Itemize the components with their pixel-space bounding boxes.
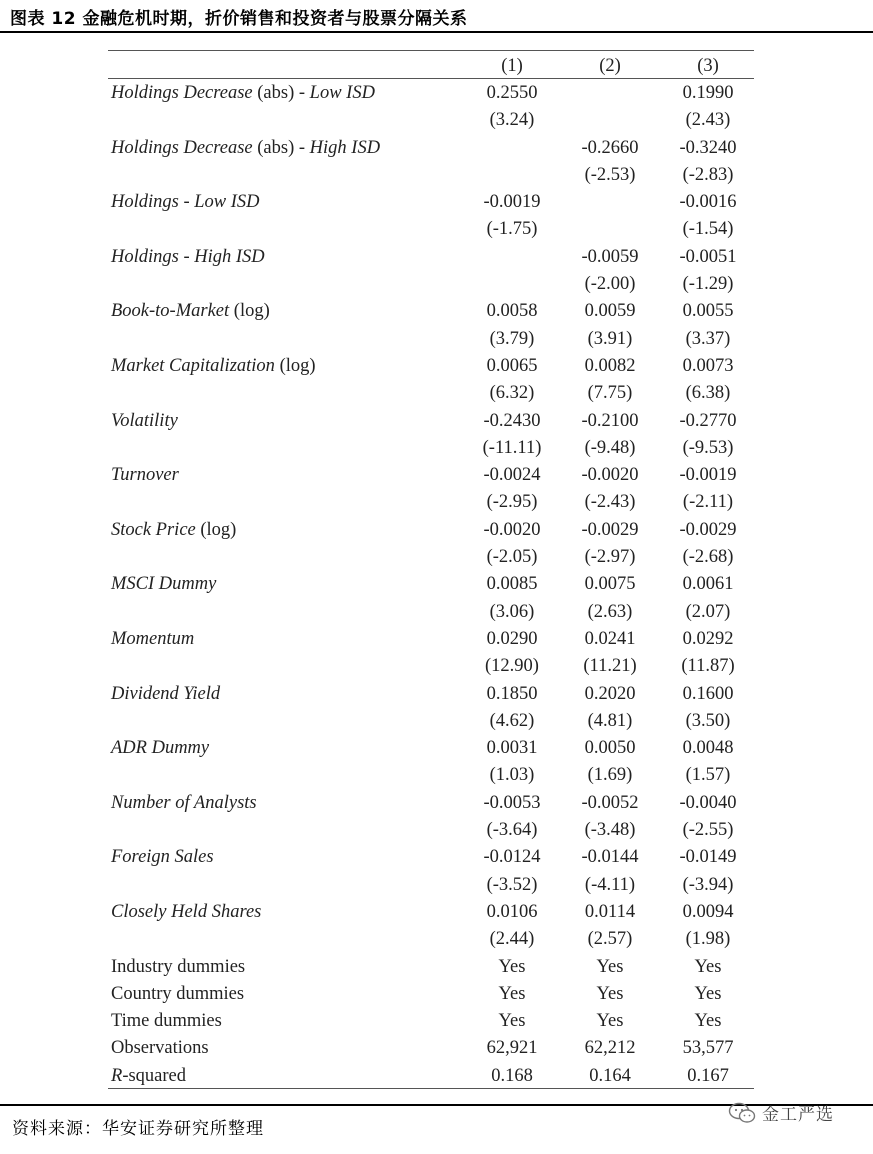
coefficient-value: -0.0144 bbox=[581, 847, 639, 868]
control-label bbox=[108, 1008, 463, 1035]
coefficient-value: 0.0050 bbox=[584, 738, 636, 759]
t-stat-row bbox=[108, 872, 757, 899]
t-stat-value: (-2.00) bbox=[584, 274, 636, 295]
coefficient-value: -0.0124 bbox=[483, 847, 541, 868]
variable-label bbox=[108, 517, 463, 544]
column-header-3: (3) bbox=[697, 56, 719, 76]
t-stat-row bbox=[108, 380, 757, 407]
coefficient-row bbox=[108, 571, 757, 598]
t-stat-value: (2.63) bbox=[587, 601, 633, 622]
label-spacer bbox=[108, 708, 463, 735]
coefficient-value: 0.0290 bbox=[486, 628, 538, 649]
control-label bbox=[108, 954, 463, 981]
coefficient-value: 0.0073 bbox=[682, 355, 734, 376]
t-stat-value: (-2.11) bbox=[682, 492, 734, 513]
t-stat-row bbox=[108, 762, 757, 789]
control-value: Yes bbox=[498, 1011, 526, 1032]
coefficient-value: 0.0085 bbox=[486, 574, 538, 595]
coefficient-value bbox=[463, 135, 561, 162]
t-stat-value: (12.90) bbox=[485, 656, 539, 677]
coefficient-value: -0.2660 bbox=[581, 137, 639, 158]
coefficient-value: -0.0051 bbox=[679, 246, 737, 267]
source-note: 资料来源：华安证券研究所整理 bbox=[12, 1119, 264, 1139]
column-header-row bbox=[108, 53, 757, 80]
variable-label bbox=[108, 353, 463, 380]
label-spacer bbox=[108, 544, 463, 571]
coefficient-value: -0.2770 bbox=[679, 410, 737, 431]
label-spacer bbox=[108, 489, 463, 516]
t-stat-row bbox=[108, 926, 757, 953]
t-stat-value: (-9.53) bbox=[682, 437, 734, 458]
row-label-part: Holdings Decrease bbox=[111, 137, 253, 158]
label-spacer bbox=[108, 762, 463, 789]
t-stat-value: (-2.83) bbox=[682, 164, 734, 185]
coefficient-row bbox=[108, 899, 757, 926]
row-label-part: - bbox=[178, 192, 195, 213]
row-label-part: (log) bbox=[229, 301, 270, 322]
t-stat-value: (-3.52) bbox=[486, 874, 538, 895]
t-stat-value: (4.62) bbox=[489, 710, 535, 731]
t-stat-value: (2.07) bbox=[685, 601, 731, 622]
control-row bbox=[108, 1035, 757, 1062]
label-spacer bbox=[108, 380, 463, 407]
variable-label bbox=[108, 189, 463, 216]
table-bottom-rule bbox=[108, 1088, 754, 1089]
coefficient-row bbox=[108, 353, 757, 380]
row-label-part: Closely Held Shares bbox=[111, 901, 262, 922]
coefficient-value: -0.0059 bbox=[581, 246, 639, 267]
t-stat-value: (-2.43) bbox=[584, 492, 636, 513]
control-value: Yes bbox=[694, 983, 722, 1004]
coefficient-value: 0.0061 bbox=[682, 574, 734, 595]
variable-label bbox=[108, 790, 463, 817]
row-label-part: Holdings bbox=[111, 192, 179, 213]
coefficient-row bbox=[108, 244, 757, 271]
label-spacer bbox=[108, 107, 463, 134]
figure-title: 图表 12 金融危机时期，折价销售和投资者与股票分隔关系 bbox=[10, 9, 468, 29]
control-value: Yes bbox=[596, 956, 624, 977]
wechat-icon bbox=[728, 1102, 756, 1124]
t-stat-row bbox=[108, 544, 757, 571]
control-value: 53,577 bbox=[682, 1038, 734, 1059]
coefficient-value: 0.0065 bbox=[486, 355, 538, 376]
t-stat-value: (1.98) bbox=[685, 929, 731, 950]
variable-label bbox=[108, 462, 463, 489]
variable-label bbox=[108, 735, 463, 762]
row-label-part: Holdings Decrease bbox=[111, 83, 253, 103]
row-label-part: Low ISD bbox=[309, 83, 375, 103]
label-spacer bbox=[108, 435, 463, 462]
t-stat-value: (1.03) bbox=[489, 765, 535, 786]
t-stat-value: (-3.48) bbox=[584, 820, 636, 841]
label-spacer bbox=[108, 216, 463, 243]
control-value: 62,921 bbox=[486, 1038, 538, 1059]
t-stat-value: (-1.54) bbox=[682, 219, 734, 240]
coefficient-row bbox=[108, 844, 757, 871]
coefficient-value: -0.0016 bbox=[679, 192, 737, 213]
t-stat-value: (-2.97) bbox=[584, 547, 636, 568]
coefficient-value: -0.0020 bbox=[483, 519, 541, 540]
coefficient-value: 0.0031 bbox=[486, 738, 538, 759]
header-blank bbox=[108, 53, 463, 80]
t-stat-value: (6.38) bbox=[685, 383, 731, 404]
row-label-part: (abs) - bbox=[252, 137, 310, 158]
row-label-part: Industry dummies bbox=[111, 956, 246, 977]
coefficient-value: -0.0053 bbox=[483, 792, 541, 813]
t-stat-value: (-3.64) bbox=[486, 820, 538, 841]
row-label-part: Holdings bbox=[111, 246, 179, 267]
row-label-part: Volatility bbox=[111, 410, 178, 431]
coefficient-value: 0.2020 bbox=[584, 683, 636, 704]
label-spacer bbox=[108, 162, 463, 189]
row-label-part: High ISD bbox=[309, 137, 381, 158]
t-stat-value: (6.32) bbox=[489, 383, 535, 404]
row-label-part: Momentum bbox=[111, 628, 195, 649]
row-label-part: -squared bbox=[122, 1065, 187, 1086]
t-stat-value: (4.81) bbox=[587, 710, 633, 731]
control-row bbox=[108, 1008, 757, 1035]
regression-grid bbox=[108, 53, 757, 1090]
variable-label bbox=[108, 899, 463, 926]
coefficient-value: -0.0029 bbox=[581, 519, 639, 540]
row-label-part: (abs) - bbox=[252, 83, 310, 103]
row-label-part: Low ISD bbox=[194, 192, 260, 213]
coefficient-value bbox=[463, 244, 561, 271]
t-stat-value: (3.79) bbox=[489, 328, 535, 349]
t-stat-row bbox=[108, 326, 757, 353]
t-stat-value: (-4.11) bbox=[584, 874, 636, 895]
label-spacer bbox=[108, 599, 463, 626]
coefficient-value: 0.0292 bbox=[682, 628, 734, 649]
t-stat-row bbox=[108, 489, 757, 516]
variable-label bbox=[108, 298, 463, 325]
coefficient-value: 0.1990 bbox=[682, 83, 734, 103]
coefficient-value: 0.0082 bbox=[584, 355, 636, 376]
t-stat-row bbox=[108, 107, 757, 134]
t-stat-row bbox=[108, 216, 757, 243]
t-stat-row bbox=[108, 708, 757, 735]
t-stat-value: (-2.68) bbox=[682, 547, 734, 568]
coefficient-row bbox=[108, 517, 757, 544]
coefficient-row bbox=[108, 681, 757, 708]
coefficient-value: -0.0029 bbox=[679, 519, 737, 540]
row-label-part: Foreign Sales bbox=[111, 847, 214, 868]
row-label-part: Dividend Yield bbox=[111, 683, 221, 704]
coefficient-value: 0.0058 bbox=[486, 301, 538, 322]
control-value: Yes bbox=[498, 956, 526, 977]
t-stat-row bbox=[108, 653, 757, 680]
t-stat-value: (3.24) bbox=[489, 110, 535, 131]
row-label-part: Stock Price bbox=[111, 519, 196, 540]
control-value: Yes bbox=[694, 1011, 722, 1032]
control-row bbox=[108, 981, 757, 1008]
label-spacer bbox=[108, 653, 463, 680]
coefficient-row bbox=[108, 462, 757, 489]
coefficient-value: -0.3240 bbox=[679, 137, 737, 158]
label-spacer bbox=[108, 872, 463, 899]
variable-label bbox=[108, 626, 463, 653]
coefficient-value: 0.0048 bbox=[682, 738, 734, 759]
t-stat-value: (1.57) bbox=[685, 765, 731, 786]
t-stat-value bbox=[463, 162, 561, 189]
coefficient-row bbox=[108, 80, 757, 107]
control-value: Yes bbox=[498, 983, 526, 1004]
variable-label bbox=[108, 135, 463, 162]
coefficient-row bbox=[108, 408, 757, 435]
title-rule bbox=[0, 31, 873, 33]
coefficient-value: -0.0052 bbox=[581, 792, 639, 813]
coefficient-value: 0.0114 bbox=[584, 901, 636, 922]
row-label-part: Market Capitalization bbox=[111, 355, 275, 376]
coefficient-value: 0.0075 bbox=[584, 574, 636, 595]
t-stat-value: (-11.11) bbox=[482, 437, 542, 458]
row-label-part: Country dummies bbox=[111, 983, 245, 1004]
row-label-part: Time dummies bbox=[111, 1011, 222, 1032]
t-stat-value: (11.21) bbox=[583, 656, 637, 677]
t-stat-value: (-1.75) bbox=[486, 219, 538, 240]
variable-label bbox=[108, 244, 463, 271]
watermark bbox=[728, 1100, 834, 1125]
t-stat-value: (2.44) bbox=[489, 929, 535, 950]
row-label-part: R bbox=[111, 1065, 123, 1086]
coefficient-row bbox=[108, 790, 757, 817]
t-stat-value: (3.50) bbox=[685, 710, 731, 731]
t-stat-value: (11.87) bbox=[681, 656, 735, 677]
control-row bbox=[108, 954, 757, 981]
label-spacer bbox=[108, 271, 463, 298]
t-stat-value: (-2.95) bbox=[486, 492, 538, 513]
row-label-part: Observations bbox=[111, 1038, 209, 1059]
variable-label bbox=[108, 681, 463, 708]
control-label bbox=[108, 1063, 463, 1090]
coefficient-value: -0.2430 bbox=[483, 410, 541, 431]
row-label-part: MSCI Dummy bbox=[111, 574, 217, 595]
variable-label bbox=[108, 80, 463, 107]
coefficient-row bbox=[108, 189, 757, 216]
t-stat-row bbox=[108, 271, 757, 298]
coefficient-value: -0.0020 bbox=[581, 465, 639, 486]
coefficient-value: 0.0241 bbox=[584, 628, 636, 649]
coefficient-value: 0.0055 bbox=[682, 301, 734, 322]
row-label-part: Book-to-Market bbox=[111, 301, 230, 322]
control-value: Yes bbox=[596, 983, 624, 1004]
control-value: 62,212 bbox=[584, 1038, 636, 1059]
column-header-1: (1) bbox=[501, 56, 523, 76]
row-label-part: - bbox=[178, 246, 195, 267]
coefficient-value bbox=[561, 189, 659, 216]
coefficient-row bbox=[108, 626, 757, 653]
variable-label bbox=[108, 571, 463, 598]
control-value: Yes bbox=[694, 956, 722, 977]
control-value: 0.167 bbox=[687, 1065, 729, 1086]
coefficient-row bbox=[108, 735, 757, 762]
control-label bbox=[108, 981, 463, 1008]
control-value: 0.164 bbox=[589, 1065, 631, 1086]
t-stat-value: (3.91) bbox=[587, 328, 633, 349]
coefficient-value: -0.2100 bbox=[581, 410, 639, 431]
coefficient-value: 0.2550 bbox=[486, 83, 538, 103]
coefficient-value: -0.0040 bbox=[679, 792, 737, 813]
coefficient-value: 0.0106 bbox=[486, 901, 538, 922]
row-label-part: High ISD bbox=[194, 246, 265, 267]
coefficient-row bbox=[108, 298, 757, 325]
t-stat-row bbox=[108, 599, 757, 626]
row-label-part: Number of Analysts bbox=[111, 792, 257, 813]
label-spacer bbox=[108, 926, 463, 953]
control-value: 0.168 bbox=[491, 1065, 533, 1086]
t-stat-value bbox=[561, 216, 659, 243]
control-value: Yes bbox=[596, 1011, 624, 1032]
t-stat-value: (2.43) bbox=[685, 110, 731, 131]
table-top-rule bbox=[108, 50, 754, 51]
label-spacer bbox=[108, 817, 463, 844]
coefficient-value: -0.0024 bbox=[483, 465, 541, 486]
t-stat-value: (-1.29) bbox=[682, 274, 734, 295]
t-stat-value: (-2.55) bbox=[682, 820, 734, 841]
watermark-text: 金工严选 bbox=[762, 1105, 834, 1125]
t-stat-value: (-2.53) bbox=[584, 164, 636, 185]
row-label-part: (log) bbox=[195, 519, 237, 540]
coefficient-value: 0.0094 bbox=[682, 901, 734, 922]
control-label bbox=[108, 1035, 463, 1062]
coefficient-value: -0.0019 bbox=[483, 192, 541, 213]
coefficient-value: -0.0149 bbox=[679, 847, 737, 868]
t-stat-row bbox=[108, 162, 757, 189]
coefficient-value bbox=[561, 80, 659, 107]
row-label-part: ADR Dummy bbox=[111, 738, 210, 759]
column-header-2: (2) bbox=[599, 56, 621, 76]
row-label-part: Turnover bbox=[111, 465, 179, 486]
row-label-part: (log) bbox=[274, 355, 316, 376]
t-stat-value: (-2.05) bbox=[486, 547, 538, 568]
t-stat-value: (7.75) bbox=[587, 383, 633, 404]
t-stat-row bbox=[108, 817, 757, 844]
control-row bbox=[108, 1063, 757, 1090]
t-stat-value: (2.57) bbox=[587, 929, 633, 950]
coefficient-row bbox=[108, 135, 757, 162]
t-stat-value: (3.37) bbox=[685, 328, 731, 349]
t-stat-value bbox=[463, 271, 561, 298]
coefficient-value: 0.1850 bbox=[486, 683, 538, 704]
t-stat-value: (-3.94) bbox=[682, 874, 734, 895]
coefficient-value: 0.1600 bbox=[682, 683, 734, 704]
coefficient-value: 0.0059 bbox=[584, 301, 636, 322]
t-stat-row bbox=[108, 435, 757, 462]
label-spacer bbox=[108, 326, 463, 353]
coefficient-value: -0.0019 bbox=[679, 465, 737, 486]
t-stat-value: (-9.48) bbox=[584, 437, 636, 458]
variable-label bbox=[108, 844, 463, 871]
t-stat-value bbox=[561, 107, 659, 134]
t-stat-value: (3.06) bbox=[489, 601, 535, 622]
variable-label bbox=[108, 408, 463, 435]
t-stat-value: (1.69) bbox=[587, 765, 633, 786]
